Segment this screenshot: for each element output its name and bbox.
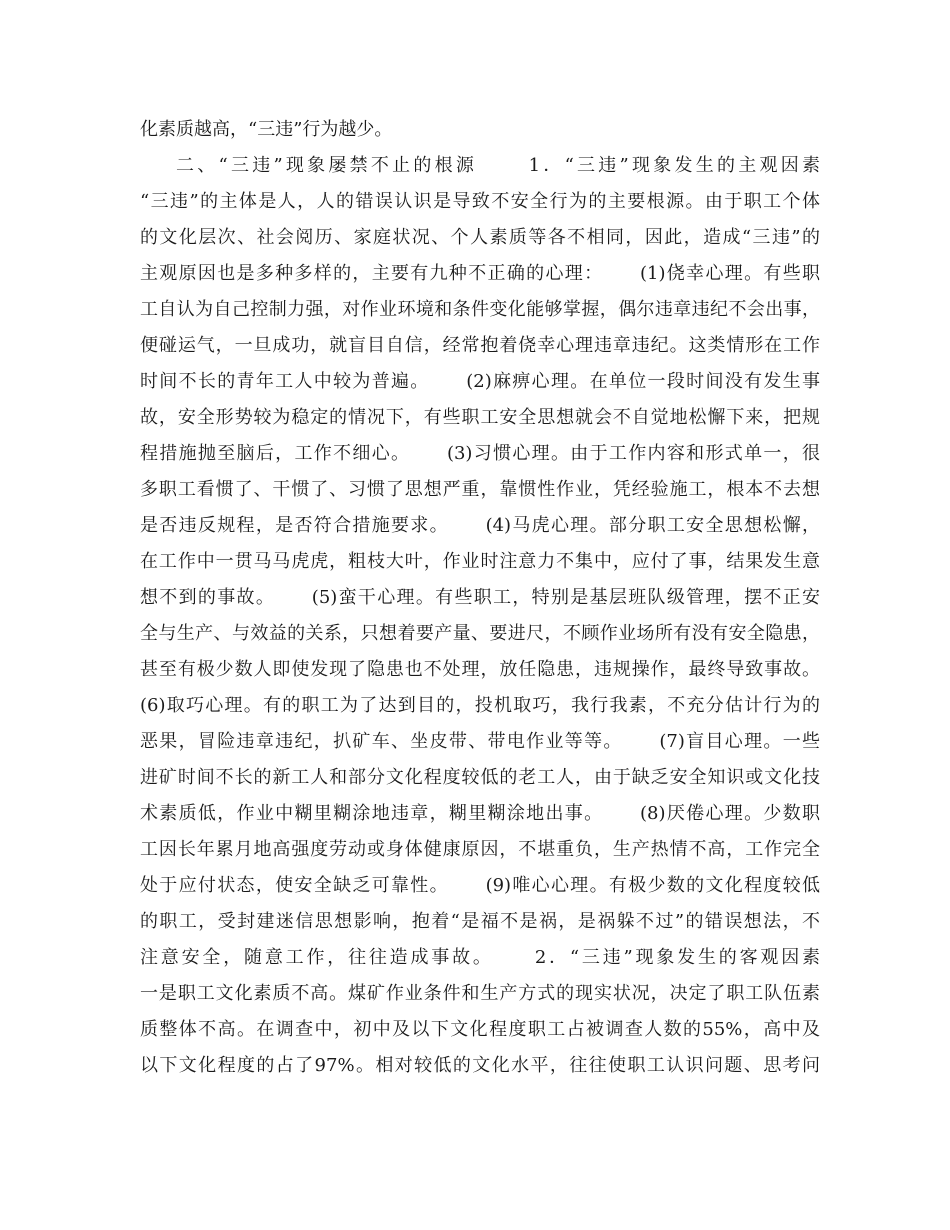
text-line: “三违”的主体是人，人的错误认识是导致不安全行为的主要根源。由于职工个体 — [140, 191, 820, 212]
text-line: 主观原因也是多种多样的，主要有九种不正确的心理： (1)侥幸心理。有些职 — [140, 263, 820, 284]
text-line: 甚至有极少数人即使发现了隐患也不处理，放任隐患，违规操作，最终导致事故。 — [140, 659, 820, 680]
text-line: 想不到的事故。 (5)蛮干心理。有些职工，特别是基层班队级管理，摆不正安 — [140, 587, 820, 608]
text-line: 全与生产、与效益的关系，只想着要产量、要进尺，不顾作业场所有没有安全隐患， — [140, 623, 820, 644]
text-line: 化素质越高，“三违”行为越少。 — [140, 119, 393, 140]
text-line: 是否违反规程，是否符合措施要求。 (4)马虎心理。部分职工安全思想松懈， — [140, 515, 820, 536]
text-line: 的职工，受封建迷信思想影响，抱着“是福不是祸，是祸躲不过”的错误想法，不 — [140, 911, 820, 932]
text-line: 以下文化程度的占了97%。相对较低的文化水平，往往使职工认识问题、思考问 — [140, 1055, 820, 1076]
text-line: 二、“三违”现象屡禁不止的根源 1．“三违”现象发生的主观因素 — [176, 155, 820, 176]
text-line: 工因长年累月地高强度劳动或身体健康原因，不堪重负，生产热情不高，工作完全 — [140, 839, 820, 860]
text-line: 时间不长的青年工人中较为普遍。 (2)麻痹心理。在单位一段时间没有发生事 — [140, 371, 820, 392]
text-line: 注意安全，随意工作，往往造成事故。 2．“三违”现象发生的客观因素 — [140, 947, 820, 968]
text-line: 便碰运气，一旦成功，就盲目自信，经常抱着侥幸心理违章违纪。这类情形在工作 — [140, 335, 820, 356]
text-line: 一是职工文化素质不高。煤矿作业条件和生产方式的现实状况，决定了职工队伍素 — [140, 983, 820, 1004]
text-line: 工自认为自己控制力强，对作业环境和条件变化能够掌握，偶尔违章违纪不会出事， — [140, 299, 820, 320]
text-line: 的文化层次、社会阅历、家庭状况、个人素质等各不相同，因此，造成“三违”的 — [140, 227, 820, 248]
text-line: 进矿时间不长的新工人和部分文化程度较低的老工人，由于缺乏安全知识或文化技 — [140, 767, 820, 788]
text-line: 多职工看惯了、干惯了、习惯了思想严重，靠惯性作业，凭经验施工，根本不去想 — [140, 479, 820, 500]
text-line: (6)取巧心理。有的职工为了达到目的，投机取巧，我行我素，不充分估计行为的 — [140, 695, 820, 716]
text-line: 术素质低，作业中糊里糊涂地违章，糊里糊涂地出事。 (8)厌倦心理。少数职 — [140, 803, 820, 824]
text-line: 故，安全形势较为稳定的情况下，有些职工安全思想就会不自觉地松懈下来，把规 — [140, 407, 820, 428]
text-line: 程措施抛至脑后，工作不细心。 (3)习惯心理。由于工作内容和形式单一，很 — [140, 443, 820, 464]
text-line: 恶果，冒险违章违纪，扒矿车、坐皮带、带电作业等等。 (7)盲目心理。一些 — [140, 731, 820, 752]
text-line: 在工作中一贯马马虎虎，粗枝大叶，作业时注意力不集中，应付了事，结果发生意 — [140, 551, 820, 572]
body-text — [140, 112, 820, 1084]
text-line: 处于应付状态，使安全缺乏可靠性。 (9)唯心心理。有极少数的文化程度较低 — [140, 875, 820, 896]
text-line: 质整体不高。在调查中，初中及以下文化程度职工占被调查人数的55%，高中及 — [140, 1019, 820, 1040]
